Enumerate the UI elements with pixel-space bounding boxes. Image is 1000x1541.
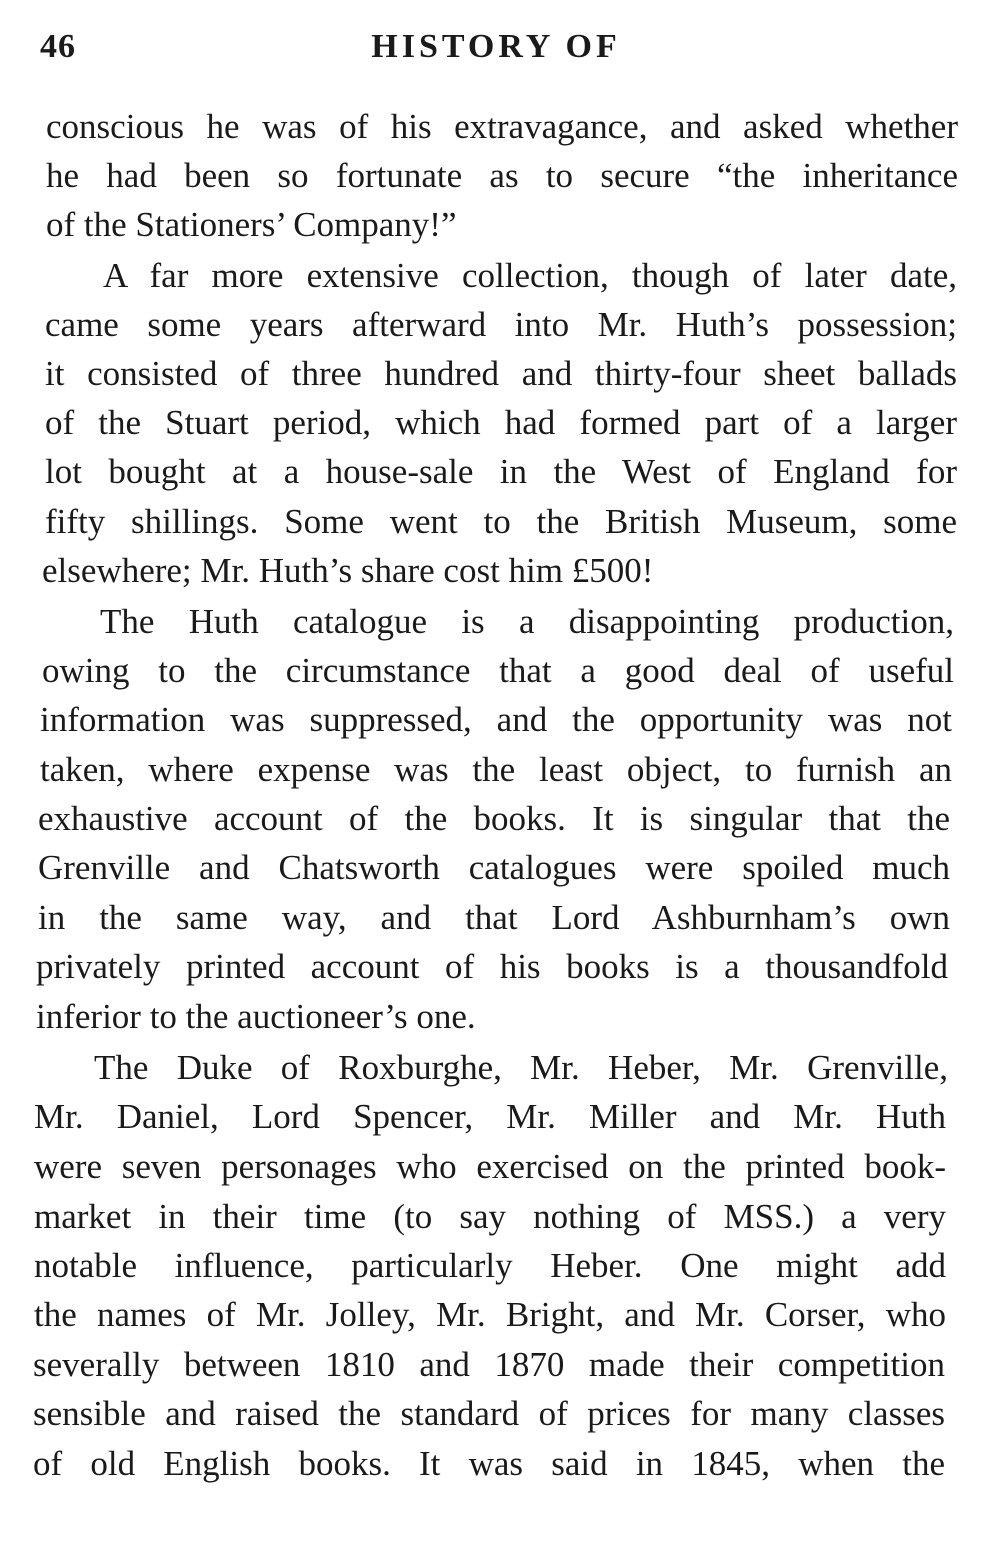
page-header [40,28,952,78]
text-line: Grenville and Chatsworth catalogues were spoiled much [38,848,950,887]
text-line: fifty shillings. Some went to the British Museum, some [45,502,957,541]
text-line: The Duke of Roxburghe, Mr. Heber, Mr. Grenville, [94,1048,948,1087]
text-line: of the Stationers’ Company!” [46,205,457,244]
page-number: 46 [40,28,76,65]
text-line: The Huth catalogue is a disappointing production, [100,602,954,641]
text-line: of the Stuart period, which had formed part of a larger [45,403,957,442]
text-line: market in their time (to say nothing of MSS.) a very [34,1197,946,1236]
text-line: inferior to the auctioneer’s one. [36,997,476,1036]
text-line: severally between 1810 and 1870 made their competition [33,1345,945,1384]
text-line: taken, where expense was the least object, to furnish an [40,750,952,789]
text-line: notable influence, particularly Heber. One might add [34,1246,946,1285]
text-line: information was suppressed, and the opportunity was not [40,700,952,739]
text-line: Mr. Daniel, Lord Spencer, Mr. Miller and Mr. Huth [34,1097,946,1136]
text-line: elsewhere; Mr. Huth’s share cost him £500! [42,551,654,590]
text-line: owing to the circumstance that a good deal of useful [42,651,954,690]
text-line: exhaustive account of the books. It is singular that the [38,799,950,838]
text-line: in the same way, and that Lord Ashburnham’s own [38,898,950,937]
text-line: came some years afterward into Mr. Huth’s possession; [45,305,957,344]
text-line: he had been so fortunate as to secure “the inheritance [46,156,958,195]
text-line: A far more extensive collection, though of later date, [103,256,957,295]
text-line: sensible and raised the standard of prices for many classes [33,1394,945,1433]
text-line: conscious he was of his extravagance, and asked whether [46,107,958,146]
text-line: the names of Mr. Jolley, Mr. Bright, and Mr. Corser, who [34,1295,946,1334]
running-head: HISTORY OF [371,28,621,65]
text-line: it consisted of three hundred and thirty-four sheet ballads [45,354,957,393]
text-line: of old English books. It was said in 1845, when the [33,1444,945,1483]
text-line: were seven personages who exercised on the printed book- [34,1147,946,1186]
text-line: lot bought at a house-sale in the West of England for [45,452,957,491]
text-line: privately printed account of his books is a thousandfold [36,947,948,986]
